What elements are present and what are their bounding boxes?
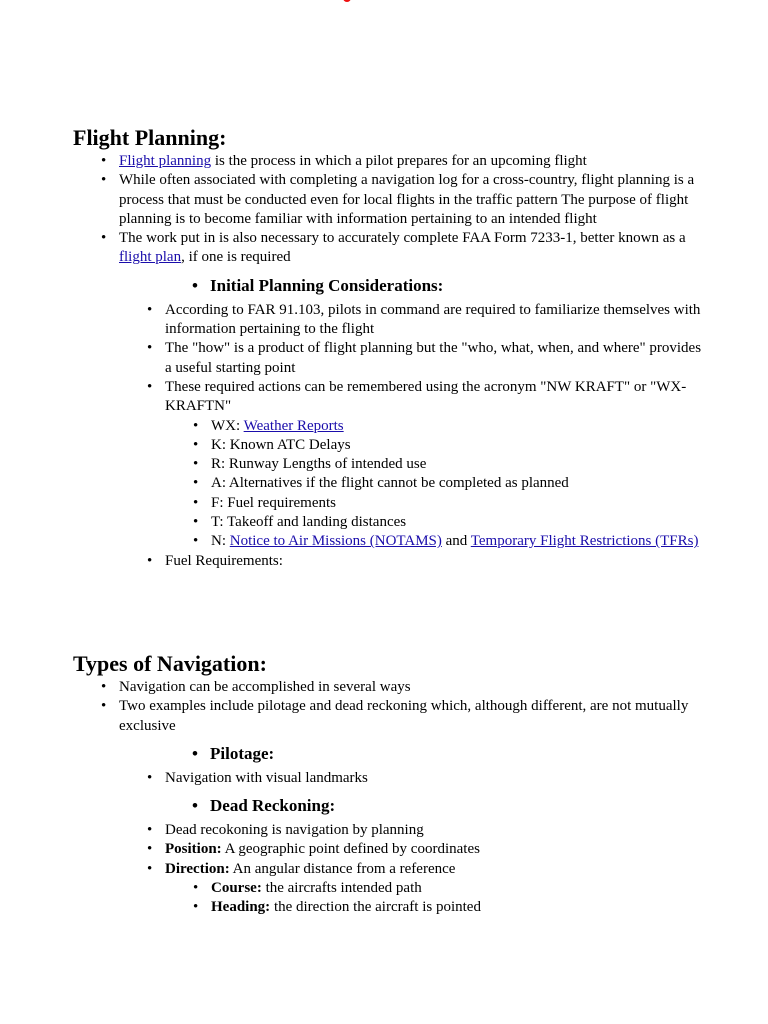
list-item: • According to FAR 91.103, pilots in command are required to familiarize themselves with information pertaining to the flight <box>165 301 703 340</box>
subsection-heading: • Pilotage: <box>210 743 703 765</box>
list-item: • These required actions can be remembered using the acronym "NW KRAFT" or "WX-KRAFTN" • WX: Weather Reports • K: Known ATC Delays • R: Runway Lengths of intended use • A: Alternatives if the flight cannot be completed as planned • F: Fuel requirements • T: Takeoff and landing distances • N: Notice to Air Missions (NOTAMS) and Temporary Flight Restrictions (TFRs) <box>165 378 703 552</box>
pilotage-heading <box>210 743 703 765</box>
list-item: • Flight planning is the process in which a pilot prepares for an upcoming flight <box>119 152 703 171</box>
initial-planning-list <box>165 301 703 571</box>
list-item: • K: Known ATC Delays <box>211 436 703 455</box>
list-item: • N: Notice to Air Missions (NOTAMS) and Temporary Flight Restrictions (TFRs) <box>211 532 703 551</box>
flight-planning-list <box>119 152 703 268</box>
list-item: • The work put in is also necessary to accurately complete FAA Form 7233-1, better known as a flight plan, if one is required <box>119 229 703 268</box>
list-item: • Navigation can be accomplished in several ways <box>119 678 703 697</box>
pilotage-list <box>165 769 703 788</box>
list-item: • Dead recokoning is navigation by planning <box>165 821 703 840</box>
list-item: • Navigation with visual landmarks <box>165 769 703 788</box>
list-item: • WX: Weather Reports <box>211 417 703 436</box>
dead-reckoning-list <box>165 821 703 917</box>
document-body <box>73 124 703 918</box>
weather-reports-link[interactable]: Weather Reports <box>243 417 344 434</box>
list-item: • Two examples include pilotage and dead reckoning which, although different, are not mutually exclusive <box>119 697 703 736</box>
navigation-list <box>119 678 703 736</box>
notams-link[interactable]: Notice to Air Missions (NOTAMS) <box>229 533 442 550</box>
dead-reckoning-heading <box>210 795 703 817</box>
list-item: • While often associated with completing a navigation log for a cross-country, flight planning is a process that must be conducted even for local flights in the traffic pattern The purpose of flight planning is to become familiar with information pertaining to an intended flight <box>119 171 703 229</box>
acronym-list <box>211 417 703 552</box>
list-item: • F: Fuel requirements <box>211 494 703 513</box>
flight-planning-link[interactable]: Flight planning <box>119 153 212 169</box>
tfrs-link[interactable]: Temporary Flight Restrictions (TFRs) <box>470 533 699 550</box>
subsection-heading: • Dead Reckoning: <box>210 795 703 817</box>
list-item: • Direction: An angular distance from a reference • Course: the aircrafts intended path • Heading: the direction the aircraft is pointed <box>165 860 703 918</box>
list-item: • The "how" is a product of flight planning but the "who, what, when, and where" provides a useful starting point <box>165 339 703 378</box>
direction-sublist <box>211 879 703 918</box>
section-heading-flight-planning: Flight Planning: <box>73 125 227 150</box>
list-item: • Heading: the direction the aircraft is pointed <box>211 898 703 917</box>
initial-planning-heading <box>210 275 703 297</box>
list-item: • Position: A geographic point defined by coordinates <box>165 840 703 859</box>
list-item: • R: Runway Lengths of intended use <box>211 455 703 474</box>
list-item: • Fuel Requirements: <box>165 552 703 571</box>
list-item: • Course: the aircrafts intended path <box>211 879 703 898</box>
flight-plan-link[interactable]: flight plan <box>119 249 182 266</box>
subsection-heading: • Initial Planning Considerations: <box>210 275 703 297</box>
list-item: • T: Takeoff and landing distances <box>211 513 703 532</box>
red-marker <box>343 0 351 2</box>
list-item: • A: Alternatives if the flight cannot be completed as planned <box>211 474 703 493</box>
section-heading-types-of-navigation: Types of Navigation: <box>73 650 267 676</box>
